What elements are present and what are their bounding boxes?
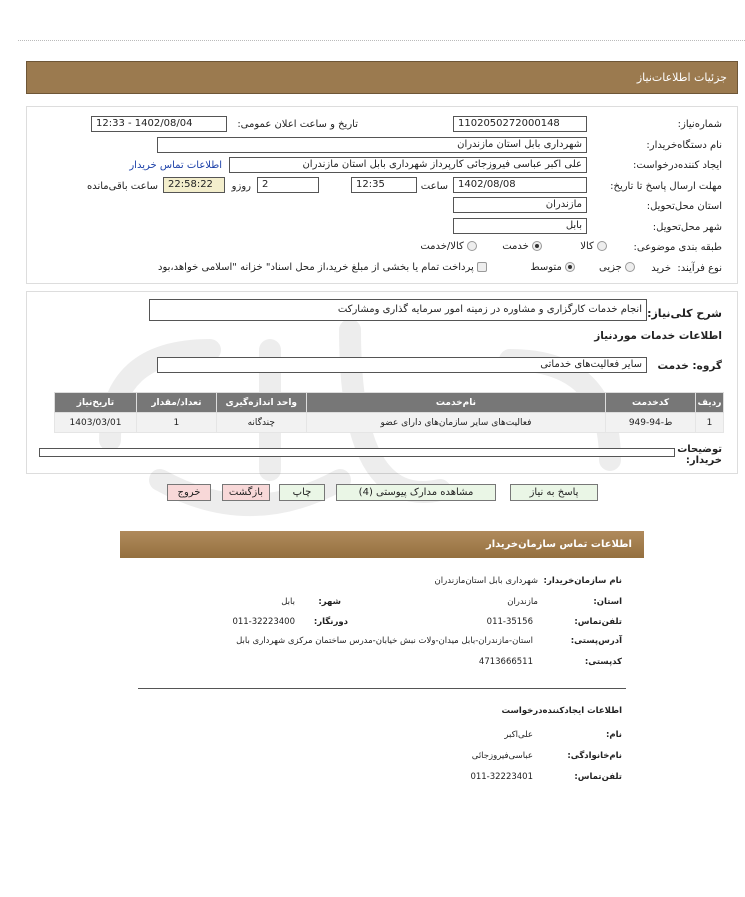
contact-province: مازندران xyxy=(507,597,538,607)
city-label: شهر محل‌تحویل: xyxy=(652,222,722,233)
contact-phone: 011-35156 xyxy=(486,617,533,627)
col-qty: تعداد/مقدار xyxy=(136,393,216,413)
table-row xyxy=(55,413,724,433)
reply-button[interactable]: پاسخ به نیاز xyxy=(510,484,598,501)
summary-label: شرح کلی‌نیاز: xyxy=(647,307,722,320)
contact-city-label: شهر: xyxy=(318,597,341,607)
col-code: کدخدمت xyxy=(606,393,696,413)
category-label: طبقه بندی موضوعی: xyxy=(633,242,722,253)
cell-code: ط-94-949 xyxy=(606,413,696,433)
cell-row: 1 xyxy=(696,413,724,433)
remaining-label: ساعت باقی‌مانده xyxy=(86,181,158,192)
category-option-goods[interactable]: کالا xyxy=(580,241,607,252)
radio-goods-service[interactable] xyxy=(467,241,477,251)
process-option-medium[interactable]: متوسط xyxy=(530,262,575,273)
radio-minor[interactable] xyxy=(625,262,635,272)
contact-phone-label: تلفن‌تماس: xyxy=(574,617,622,627)
contact-fax: 011-32223400 xyxy=(232,617,295,627)
contact-address: استان-مازندران-بابل میدان-ولات نبش خیابان-مدرس ساختمان مرکزی شهرداری بابل xyxy=(236,636,533,646)
exit-button[interactable]: خروج xyxy=(167,484,211,501)
page-header xyxy=(26,61,738,94)
info-panel xyxy=(26,106,738,284)
services-title: اطلاعات خدمات موردنیاز xyxy=(594,330,722,342)
summary-field: انجام خدمات کارگزاری و مشاوره در زمینه امور سرمایه گذاری ومشارکت xyxy=(149,299,647,321)
col-date: تاریخ‌نیاز xyxy=(55,393,137,413)
need-number-label: شماره‌نیاز: xyxy=(677,119,722,130)
col-name: نام‌خدمت xyxy=(306,393,605,413)
category-option-service[interactable]: خدمت xyxy=(502,241,542,252)
buyer-org-field: شهرداری بابل استان مازندران xyxy=(157,137,587,153)
contact-postal: 4713666511 xyxy=(478,657,533,667)
buyer-notes-label: توضیحات خریدار: xyxy=(677,444,722,466)
col-row: ردیف xyxy=(696,393,724,413)
group-field: سایر فعالیت‌های خدماتی xyxy=(157,357,647,373)
province-field: مازندران xyxy=(453,197,587,213)
attachments-button[interactable]: مشاهده مدارک پیوستی (4) xyxy=(336,484,496,501)
services-table xyxy=(54,392,724,433)
category-option-goods-service[interactable]: کالا/خدمت xyxy=(420,241,477,252)
creator-label: ایجاد کننده‌درخواست: xyxy=(633,160,722,171)
cell-name: فعالیت‌های سایر سازمان‌های دارای عضو xyxy=(306,413,605,433)
radio-goods[interactable] xyxy=(597,241,607,251)
requester-name-label: نام: xyxy=(605,730,622,740)
header-title[interactable]: جزئیات اطلاعات‌نیاز xyxy=(636,71,727,84)
buyer-notes-field xyxy=(39,448,675,457)
announce-field: 1402/08/04 - 12:33 xyxy=(91,116,227,132)
requester-phone-label: تلفن‌تماس: xyxy=(574,772,622,782)
radio-service[interactable] xyxy=(532,241,542,251)
top-divider xyxy=(18,40,745,41)
need-number-field: 1102050272000148 xyxy=(453,116,587,132)
print-button[interactable]: چاپ xyxy=(279,484,325,501)
payment-note[interactable]: پرداخت تمام یا بخشی از مبلغ خرید،از محل اسناد" خزانه "اسلامی خواهد،بود xyxy=(158,262,487,273)
announce-label: تاریخ و ساعت اعلان عمومی: xyxy=(237,119,358,130)
time-label: ساعت xyxy=(420,181,448,192)
days-field: 2 xyxy=(257,177,319,193)
contact-divider xyxy=(138,688,626,689)
creator-field: علی اکبر عباسی فیروزجائی کارپرداز شهرداری بابل استان مازندران xyxy=(229,157,587,173)
buyer-org-label: نام دستگاه‌خریدار: xyxy=(646,140,722,151)
radio-medium[interactable] xyxy=(565,262,575,272)
contact-title: اطلاعات تماس سازمان‌خریدار xyxy=(485,539,632,550)
province-label: استان محل‌تحویل: xyxy=(646,201,722,212)
deadline-date-field: 1402/08/08 xyxy=(453,177,587,193)
process-option-buy: خرید xyxy=(651,263,671,274)
contact-province-label: استان: xyxy=(593,597,622,607)
requester-phone: 011-32223401 xyxy=(470,772,533,782)
back-button[interactable]: بازگشت xyxy=(222,484,270,501)
city-field: بابل xyxy=(453,218,587,234)
contact-city: بابل xyxy=(281,597,295,607)
table-header-row xyxy=(55,393,724,413)
contact-buyer-link[interactable]: اطلاعات تماس خریدار xyxy=(129,160,222,171)
process-option-minor[interactable]: جزیی xyxy=(599,262,635,273)
treasury-checkbox[interactable] xyxy=(477,262,487,272)
contact-address-label: آدرس‌پستی: xyxy=(570,636,622,646)
group-label: گروه: خدمت xyxy=(657,360,722,372)
days-label: روزو xyxy=(231,181,251,192)
cell-qty: 1 xyxy=(136,413,216,433)
contact-org: شهرداری بابل استان‌مازندران xyxy=(434,576,538,586)
cell-unit: چندگانه xyxy=(216,413,306,433)
cell-date: 1403/03/01 xyxy=(55,413,137,433)
contact-band xyxy=(120,531,644,558)
col-unit: واحد اندازه‌گیری xyxy=(216,393,306,413)
contact-postal-label: کدپستی: xyxy=(584,657,622,667)
requester-name: علی‌اکبر xyxy=(504,730,533,740)
deadline-label: مهلت ارسال پاسخ تا تاریخ: xyxy=(610,181,722,192)
deadline-time-field: 12:35 xyxy=(351,177,417,193)
contact-fax-label: دورنگار: xyxy=(313,617,348,627)
requester-family-label: نام‌خانوادگی: xyxy=(567,751,622,761)
remaining-time-field: 22:58:22 xyxy=(163,177,225,193)
requester-title: اطلاعات ایجادکننده‌درخواست xyxy=(501,706,622,716)
contact-org-label: نام سازمان‌خریدار: xyxy=(543,576,622,586)
requester-family: عباسی‌فیروزجائی xyxy=(471,751,533,761)
process-label: نوع فرآیند: xyxy=(677,263,722,274)
